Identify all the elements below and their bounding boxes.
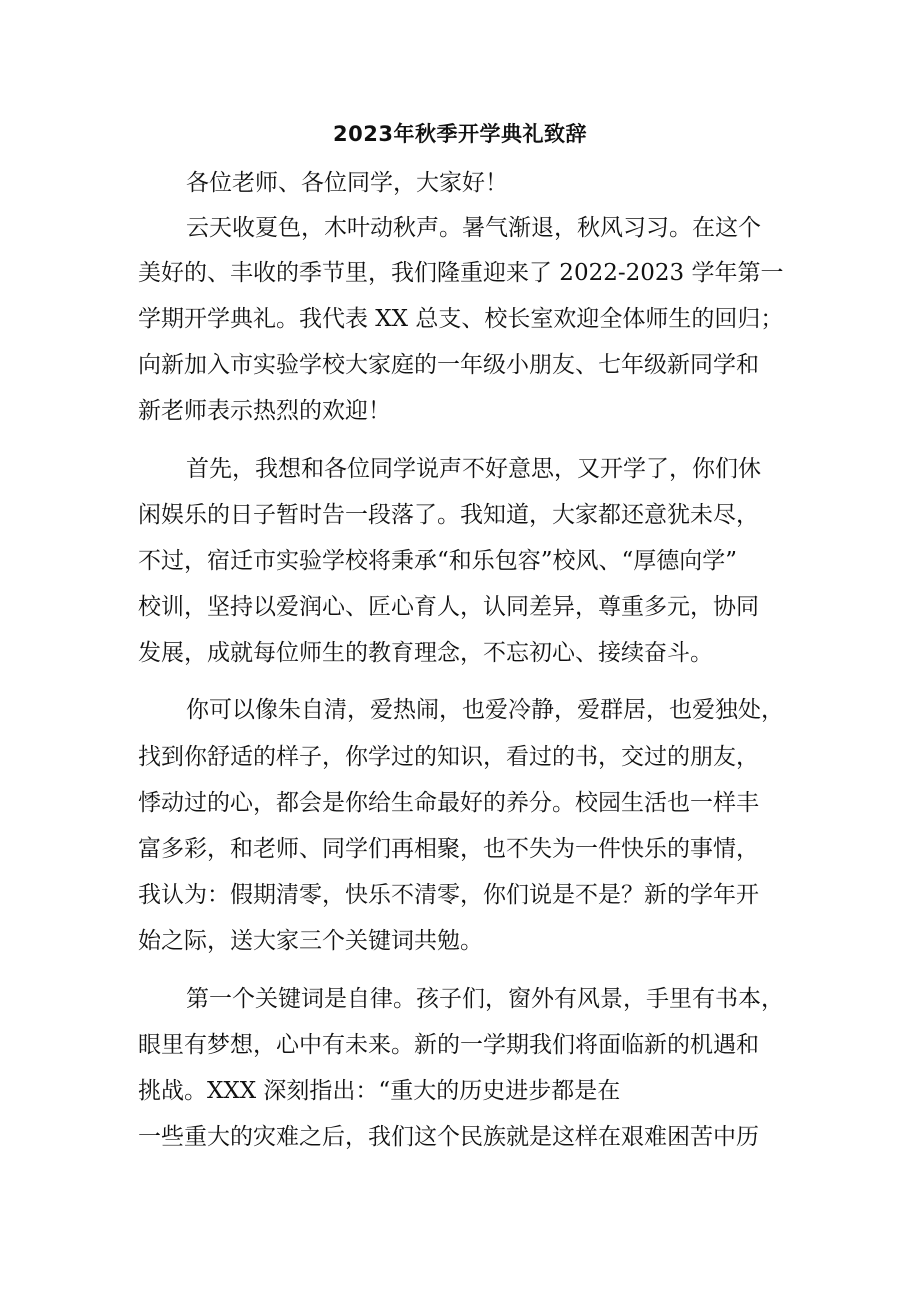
text-line: 眼里有梦想，心中有未来。新的一学期我们将面临新的机遇和 [138,1032,759,1058]
text-line: 各位老师、各位同学，大家好！ [186,170,508,196]
text-line: 你可以像朱自清，爱热闹，也爱冷静，爱群居，也爱独处， [186,697,784,723]
text-line: 云天收夏色，木叶动秋声。暑气渐退，秋风习习。在这个 [186,215,761,241]
document-title: 2023年秋季开学典礼致辞 [333,122,587,146]
text-line: 我认为：假期清零，快乐不清零，你们说是不是？新的学年开 [138,882,759,908]
text-line: 向新加入市实验学校大家庭的一年级小朋友、七年级新同学和 [138,352,759,378]
text-line: 美好的、丰收的季节里，我们隆重迎来了 2022-2023 学年第一 [138,260,784,286]
text-line: 一些重大的灾难之后，我们这个民族就是这样在艰难困苦中历 [138,1124,759,1150]
text-line: 学期开学典礼。我代表 XX 总支、校长室欢迎全体师生的回归； [138,306,784,332]
text-line: 首先，我想和各位同学说声不好意思，又开学了，你们休 [186,456,761,482]
text-line: 新老师表示热烈的欢迎！ [138,398,391,424]
text-line: 悸动过的心，都会是你给生命最好的养分。校园生活也一样丰 [138,790,759,816]
text-line: 第一个关键词是自律。孩子们，窗外有风景，手里有书本， [186,986,784,1012]
text-line: 校训，坚持以爱润心、匠心育人，认同差异，尊重多元，协同 [138,594,759,620]
text-line: 挑战。XXX 深刻指出：“重大的历史进步都是在 [138,1078,621,1104]
text-line: 发展，成就每位师生的教育理念，不忘初心、接续奋斗。 [138,640,713,666]
text-line: 不过，宿迁市实验学校将秉承“和乐包容”校风、“厚德向学” [138,548,738,574]
text-line: 始之际，送大家三个关键词共勉。 [138,928,483,954]
text-line: 找到你舒适的样子，你学过的知识，看过的书，交过的朋友， [138,744,759,770]
text-line: 闲娱乐的日子暂时告一段落了。我知道，大家都还意犹未尽， [138,502,759,528]
text-line: 富多彩，和老师、同学们再相聚，也不失为一件快乐的事情， [138,836,759,862]
